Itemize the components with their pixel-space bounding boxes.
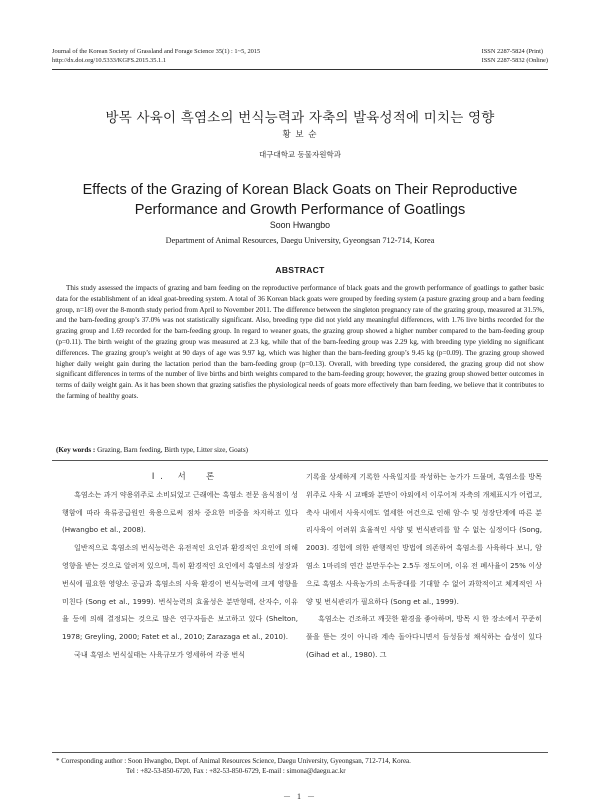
journal-line: Journal of the Korean Society of Grassland and Forage Science 35(1) : 1~5, 2015 <box>52 48 261 55</box>
english-title-line: Performance and Growth Performance of Goatlings <box>134 202 466 218</box>
footnote-line: * Corresponding author : Soon Hwangbo, Dept. of Animal Resources Science, Daegu University, Gyeongsan, 712-714, Korea. <box>56 757 411 765</box>
header-divider <box>52 69 548 70</box>
abstract-divider <box>52 460 548 461</box>
english-affiliation: Department of Animal Resources, Daegu University, Gyeongsan 712-714, Korea <box>165 236 435 245</box>
paragraph: 일반적으로 흑염소의 번식능력은 유전적인 요인과 환경적인 요인에 의해 영향을 받는 것으로 알려져 있으며, 특히 환경적인 요인에서 흑염소의 성장과 번식에 필요한 영양소 공급과 흑염소의 사육 환경이 번식능력에 크게 영향을 미친다 (Song et al., 1999). 번식능력의 효율성은 분만형태, 산자수, 이유율 등에 의해 결정되는 것으로 많은 연구자들은 보고하고 있다 (Shelton, 1978; Greyling, 2000; Fatet et al., 2010; Zarazaga et al., 2010). <box>62 543 298 642</box>
issn-block <box>482 47 548 65</box>
doi-line: http://dx.doi.org/10.5333/KGFS.2015.35.1.1 <box>52 57 167 64</box>
english-author: Soon Hwangbo <box>269 220 331 230</box>
abstract-text: This study assessed the impacts of grazing and barn feeding on the reproductive performance of black goats and the growth performance of goatlings to gather basic data for the establishment of an ideal goat-breeding system. A total of 36 Korean black goats were grouped by feeding system (a pasture grazing group and a barn feeding group, n=18) over the 8-month study period from April to November 2011. The difference between the singleton pregnancy rate of the grazing group, measured at 31.5%, and the barn-feeding group’s 37.0% was not statistically significant. Also, breeding type did not yield any meaningful differences, with 1.76 live births recorded for the grazing group and 1.69 recorded for the barn-feeding group. In regard to weaner goats, the grazing group showed a higher number compared to the barn-feeding group (p=0.11). The birth weight of the grazing group was measured at 2.3 kg, while that of the barn-feeding group was 2.29 kg, with breeding type yielding no significant differences. The grazing group’s weight at 90 days of age was 9.97 kg, which was higher than the barn-feeding group’s 9.45 kg (p=0.09). The grazing group showed higher daily weight gain during the lactation period than the barn-feeding group (p=0.13). Overall, with breeding type considered, the grazing group did not show significant differences in terms of the number of live births and birth weights compared to the barn-feeding group; however, the grazing group showed better outcomes in terms of daily weight gain. As it has been shown that grazing satisfies the physiological needs of goats more effectively than barn feeding, we believe that it contributes to the farming of healthy goats. <box>56 284 544 400</box>
english-title <box>60 180 540 220</box>
page-number: － 1 － <box>283 792 317 801</box>
journal-citation <box>52 47 260 65</box>
keywords-label: (Key words : <box>56 446 96 454</box>
paragraph: 흑염소는 과거 약용위주로 소비되었고 근래에는 흑염소 전문 음식점이 성행함에 따라 육류공급원인 육용으로써 점차 중요한 비중을 차지하고 있다 (Hwangbo et al., 2008). <box>62 489 298 535</box>
paragraph: 국내 흑염소 번식실태는 사육규모가 영세하여 각종 번식 <box>74 649 246 659</box>
corresponding-author-footnote <box>56 756 556 776</box>
keywords-list: Grazing, Barn feeding, Birth type, Litter size, Goats) <box>97 446 248 454</box>
footnote-divider <box>52 752 548 753</box>
korean-author: 황 보 순 <box>282 130 318 140</box>
footnote-contact-line: Tel : +82-53-850-6720, Fax : +82-53-850-6729, E-mail : simona@daegu.ac.kr <box>126 767 346 775</box>
abstract-heading: ABSTRACT <box>275 265 325 275</box>
paragraph: 흑염소는 건조하고 깨끗한 환경을 좋아하며, 방목 시 한 장소에서 꾸준히 풀을 뜯는 것이 아니라 계속 돌아다니면서 듬성듬성 채식하는 습성이 있다 (Gihad et al., 1980). 그 <box>306 614 542 659</box>
abstract-body <box>56 283 544 402</box>
section-heading-introduction: Ⅰ. 서 론 <box>151 471 221 481</box>
left-column <box>62 468 298 664</box>
paragraph: 기록을 상세하게 기록한 사육일지를 작성하는 농가가 드물며, 흑염소를 방목 위주로 사육 시 교배와 분만이 야외에서 이루어져 자축의 개체표시가 어렵고, 축사 내에서 사육시에도 열세한 여건으로 인해 암·수 및 성장단계에 따른 분리사육이 어려워 효율적인 사양 및 번식관리를 할 수 없는 실정이다 (Song, 2003). 경험에 의한 관행적인 방법에 의존하여 흑염소를 사육하다 보니, 암염소 1마리의 연간 분만두수는 2.5두 정도이며, 이유 전 폐사율이 25% 이상으로 흑염소 사육농가의 소득증대를 기대할 수 없어 과학적이고 체계적인 사양 및 번식관리가 필요하다 (Song et al., 1999). <box>306 472 542 606</box>
korean-affiliation: 대구대학교 동물자원학과 <box>258 150 342 159</box>
english-title-line: Effects of the Grazing of Korean Black Goats on Their Reproductive <box>82 182 518 198</box>
issn-print: ISSN 2287-5824 (Print) <box>481 48 544 55</box>
korean-title: 방목 사육이 흑염소의 번식능력과 자축의 발육성적에 미치는 영향 <box>105 110 495 126</box>
keywords <box>56 446 544 454</box>
issn-online: ISSN 2287-5832 (Online) <box>481 57 548 64</box>
right-column <box>306 468 542 664</box>
